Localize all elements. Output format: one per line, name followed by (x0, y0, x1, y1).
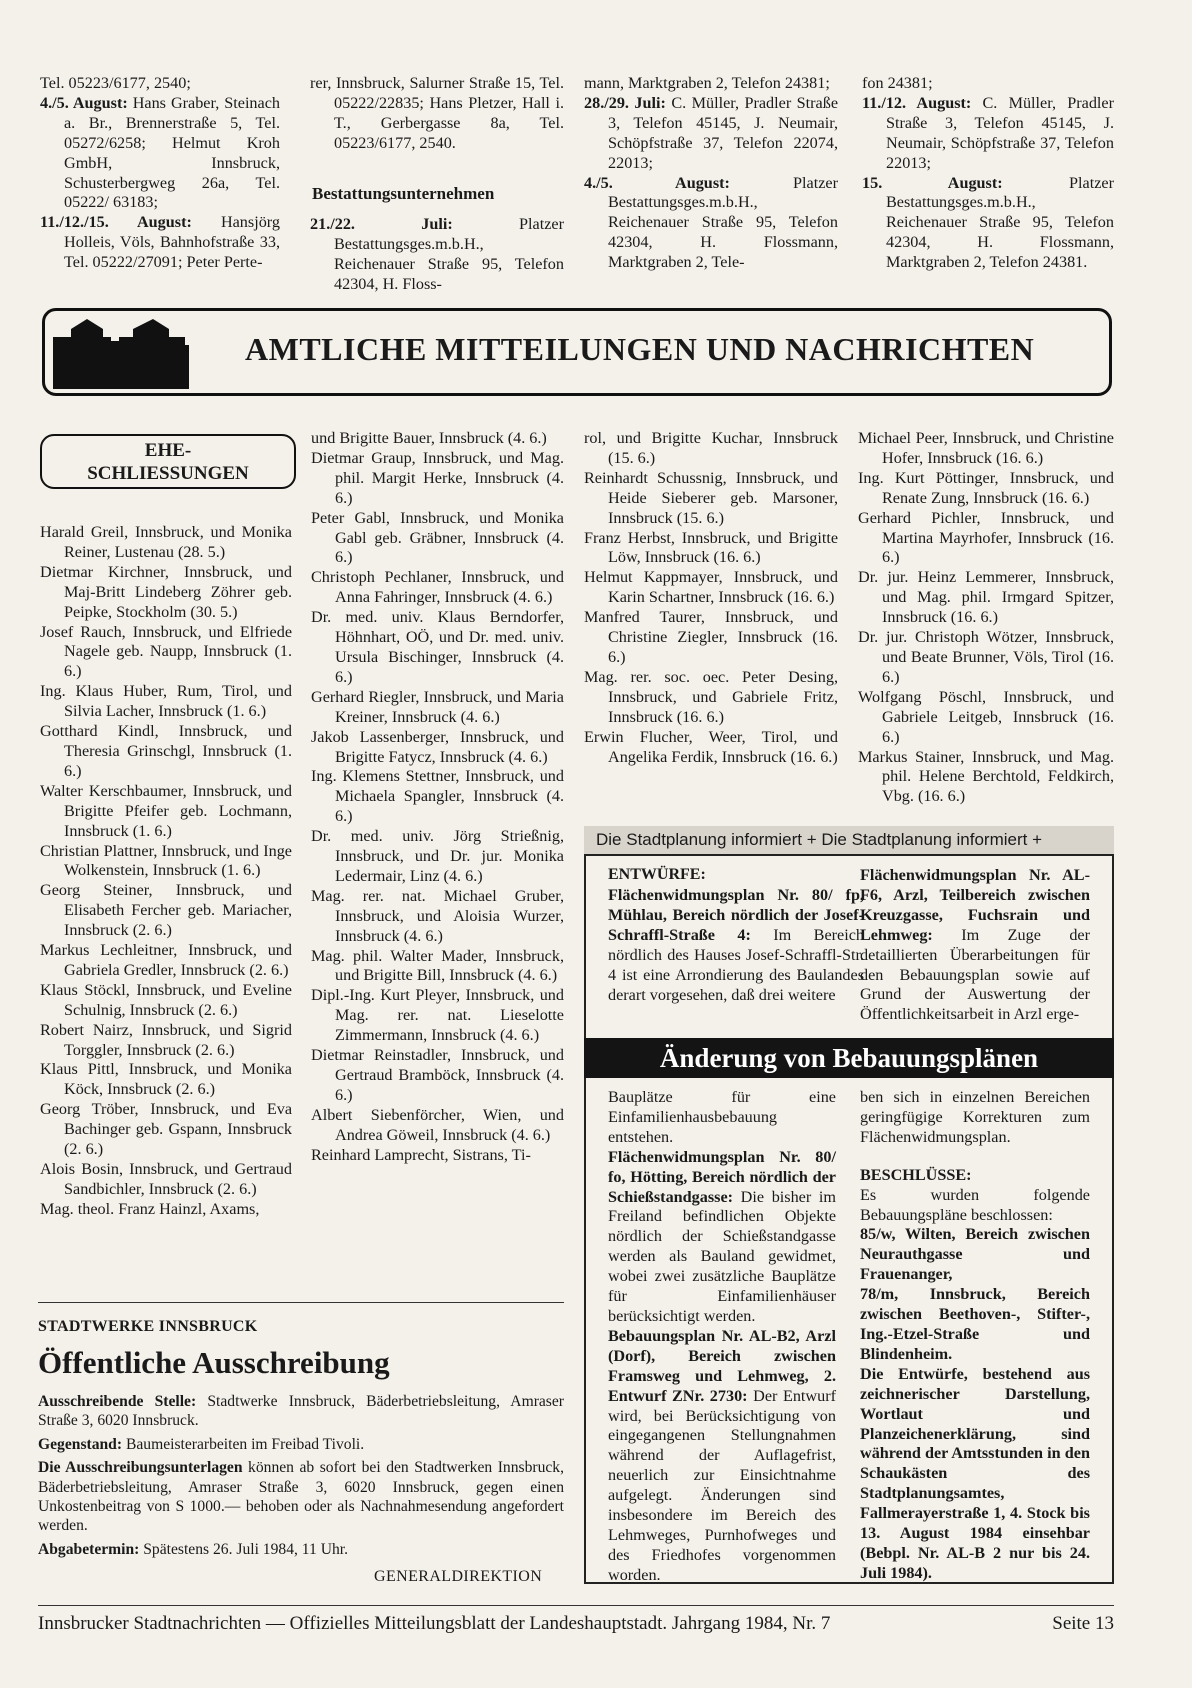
lead-in: 11./12./15. August: (40, 213, 192, 232)
marriage-entry: Ing. Kurt Pöttinger, Innsbruck, und Renate Zung, Innsbruck (16. 6.) (858, 468, 1114, 507)
marriage-entry: Gerhard Riegler, Innsbruck, und Maria Kreiner, Innsbruck (4. 6.) (311, 687, 564, 726)
marriage-entry: Jakob Lassenberger, Innsbruck, und Brigitte Fatycz, Innsbruck (4. 6.) (311, 727, 564, 766)
lead-in: Flächenwidmungsplan Nr. AL-F6, Arzl, Teilbereich zwischen Kreuzgasse, Fuchsrain und Lehmweg: (860, 866, 1090, 944)
marriage-entry: Dietmar Reinstadler, Innsbruck, und Gertraud Bramböck, Innsbruck (4. 6.) (311, 1046, 564, 1104)
marriage-entry: Dr. jur. Heinz Lemmerer, Innsbruck, und Mag. phil. Irmgard Spitzer, Innsbruck (16. 6.) (858, 568, 1114, 627)
beschluesse-intro: Es wurden folgende Bebauungspläne beschlossen: (860, 1185, 1090, 1224)
stadtwerke-title: Öffentliche Ausschreibung (38, 1345, 390, 1380)
paragraph (38, 1458, 564, 1536)
top-col-2 (310, 74, 564, 154)
paragraph-text: Platzer Bestattungsges.m.b.H., Reichenauer Straße 95, Telefon 42304, H. Flossmann, Marktgraben 2, Telefon 24381. (886, 173, 1114, 272)
paragraph (584, 94, 838, 174)
marriage-entry: Klaus Pittl, Innsbruck, und Monika Köck, Innsbruck (2. 6.) (40, 1060, 292, 1099)
marriage-entry: Harald Greil, Innsbruck, und Monika Reiner, Lustenau (28. 5.) (40, 523, 292, 561)
stadtwerke-top-rule (38, 1302, 564, 1303)
ehe-title-2: SCHLIESSUNGEN (87, 463, 249, 484)
paragraph (584, 74, 838, 94)
paragraph (608, 1327, 836, 1586)
marriage-entry: und Brigitte Bauer, Innsbruck (4. 6.) (311, 429, 547, 447)
lead-in: 28./29. Juli: (584, 93, 666, 112)
banner-title: AMTLICHE MITTEILUNGEN UND NACHRICHTEN (245, 331, 1035, 367)
lead-in: Flächenwidmungsplan Nr. 80/ fo, Hötting, Bereich nördlich der Schießstandgasse: (608, 1147, 836, 1206)
aenderung-title: Änderung von Bebauungsplänen (584, 1038, 1114, 1078)
ehe-col-3 (584, 429, 838, 767)
top-col-3 (584, 74, 838, 273)
lead-in: Ausschreibende Stelle: (38, 1393, 197, 1410)
decision-entry: 85/w, Wilten, Bereich zwischen Neurauthgasse und Frauenanger, (860, 1225, 1090, 1284)
lead-in: 4./5. August: (584, 173, 730, 192)
marriage-entry: Markus Stainer, Innsbruck, und Mag. phil. Helene Berchtold, Feldkirch, Vbg. (16. 6.) (858, 747, 1114, 806)
marriage-entry: Michael Peer, Innsbruck, und Christine Hofer, Innsbruck (16. 6.) (858, 429, 1114, 467)
marriage-entry: Mag. rer. nat. Michael Gruber, Innsbruck, und Aloisia Wurzer, Innsbruck (4. 6.) (311, 886, 564, 945)
marriage-entry: Ing. Klaus Huber, Rum, Tirol, und Silvia Lacher, Innsbruck (1. 6.) (40, 682, 292, 721)
marriage-entry: Georg Steiner, Innsbruck, und Elisabeth Fercher geb. Mariacher, Innsbruck (2. 6.) (40, 881, 292, 940)
stadtwerke-kicker: STADTWERKE INNSBRUCK (38, 1318, 258, 1335)
paragraph-text: rer, Innsbruck, Salurner Straße 15, Tel. 05222/22835; Hans Pletzer, Hall i. T., Gerbergasse 8a, Tel. 05223/6177, 2540. (310, 74, 564, 152)
paragraph (862, 74, 1114, 94)
paragraph-text: Spätestens 26. Juli 1984, 11 Uhr. (139, 1540, 348, 1558)
marriage-entry: Georg Tröber, Innsbruck, und Eva Bachinger geb. Gspann, Innsbruck (2. 6.) (40, 1100, 292, 1159)
marriage-entry: rol, und Brigitte Kuchar, Innsbruck (15. 6.) (584, 429, 838, 467)
paragraph (608, 1088, 836, 1148)
paragraph-text: Stadtwerke Innsbruck, Bäderbetriebsleitung, Amraser Straße 3, 6020 Innsbruck. (38, 1393, 564, 1430)
stadtplanung-bottom-left (608, 1088, 836, 1586)
lead-in: Die Ausschreibungsunterlagen (38, 1459, 243, 1477)
decision-entry: 78/m, Innsbruck, Bereich zwischen Beethoven-, Stifter-, Ing.-Etzel-Straße und Blindenheim. (860, 1285, 1090, 1363)
decision-entry: Die Entwürfe, bestehend aus zeichnerischer Darstellung, Wortlaut und Planzeichenerklärung, sind während der Amtsstunden in den Schaukästen des Stadtplanungsamtes, Fallmerayerstraße 1, 4. Stock bis 13. August 1984 einsehbar (Bebpl. Nr. AL-B 2 nur bis 24. Juli 1984). (860, 1364, 1090, 1582)
paragraph (38, 1540, 564, 1559)
paragraph-text: mann, Marktgraben 2, Telefon 24381; (584, 74, 830, 92)
marriage-entry: Dr. jur. Christoph Wötzer, Innsbruck, und Beate Brunner, Völs, Tirol (16. 6.) (858, 628, 1114, 686)
lead-in: Bebauungsplan Nr. AL-B2, Arzl (Dorf), Bereich zwischen Framsweg und Lehmweg, 2. Entwurf ZNr. 2730: (608, 1326, 836, 1405)
page-number: Seite 13 (1052, 1613, 1114, 1634)
marriage-entry: Dipl.-Ing. Kurt Pleyer, Innsbruck, und Mag. rer. nat. Lieselotte Zimmermann, Innsbruck (4. 6.) (311, 986, 564, 1045)
marriage-entry: Alois Bosin, Innsbruck, und Gertraud Sandbichler, Innsbruck (2. 6.) (40, 1160, 292, 1198)
paragraph-text: Der Entwurf wird, bei Berücksichtigung von eingegangenen Stellungnahmen während der Auflagefrist, neuerlich zur Einsichtnahme aufgelegt. Änderungen sind insbesondere im Bereich des Lehmweges, Purnhofweges und des Friedhofes vorgenommen worden. (608, 1386, 836, 1584)
paragraph (40, 94, 280, 213)
marriage-entry: Dr. med. univ. Klaus Berndorfer, Höhnhart, OÖ, und Dr. med. univ. Ursula Bischinger, Innsbruck (4. 6.) (311, 608, 564, 686)
top-col-1 (40, 74, 280, 273)
paragraph-text: Im Bereich nördlich des Hauses Josef-Schraffl-Str. 4 ist eine Arrondierung des Baulandes derart vorgesehen, daß drei weitere (608, 925, 864, 1004)
marriage-entry: Peter Gabl, Innsbruck, und Monika Gabl geb. Gräbner, Innsbruck (4. 6.) (311, 508, 564, 567)
paragraph (40, 213, 280, 273)
lead-in: 4./5. August: (40, 93, 128, 112)
stadtplanung-header: Die Stadtplanung informiert + Die Stadtplanung informiert + (584, 826, 1114, 856)
stadtplanung-top-right (860, 866, 1090, 1025)
marriage-entry: Robert Nairz, Innsbruck, und Sigrid Torggler, Innsbruck (2. 6.) (40, 1020, 292, 1059)
marriage-entry: Ing. Klemens Stettner, Innsbruck, und Michaela Spangler, Innsbruck (4. 6.) (311, 767, 564, 826)
entwuerfe-heading: ENTWÜRFE: (608, 866, 706, 883)
bottom-right-intro: ben sich in einzelnen Bereichen geringfügige Korrekturen zum Flächenwidmungsplan. (860, 1088, 1090, 1146)
ehe-col-4 (858, 429, 1114, 807)
paragraph (862, 94, 1114, 174)
marriage-entry: Mag. phil. Walter Mader, Innsbruck, und Brigitte Bill, Innsbruck (4. 6.) (311, 946, 564, 985)
marriage-entry: Gerhard Pichler, Innsbruck, und Martina Mayrhofer, Innsbruck (16. 6.) (858, 508, 1114, 567)
paragraph (860, 866, 1090, 1025)
stadtplanung-top-left (608, 886, 864, 1005)
ehe-heading-box (40, 434, 296, 489)
marriage-entry: Christoph Pechlaner, Innsbruck, und Anna Fahringer, Innsbruck (4. 6.) (311, 568, 564, 607)
lead-in: 15. August: (862, 173, 1003, 192)
footer-publication: Innsbrucker Stadtnachrichten — Offizielles Mitteilungsblatt der Landeshauptstadt. Jahrgang 1984, Nr. 7 (38, 1613, 831, 1634)
paragraph (38, 1435, 564, 1454)
marriage-entry: Walter Kerschbaumer, Innsbruck, und Brigitte Pfeifer geb. Lochmann, Innsbruck (1. 6.) (40, 781, 292, 840)
paragraph-text: Platzer Bestattungsges.m.b.H., Reichenauer Straße 95, Telefon 42304, H. Floss- (334, 215, 564, 293)
paragraph-text: Hans Graber, Steinach a. Br., Brennerstraße 5, Tel. 05272/6258; Helmut Kroh GmbH, Innsbruck, Schusterbergweg 26a, Tel. 05222/ 63183; (64, 93, 280, 212)
marriage-entry: Dietmar Graup, Innsbruck, und Mag. phil. Margit Herke, Innsbruck (4. 6.) (311, 448, 564, 507)
marriage-entry: Franz Herbst, Innsbruck, und Brigitte Löw, Innsbruck (16. 6.) (584, 528, 838, 567)
paragraph (40, 74, 280, 94)
paragraph (38, 1392, 564, 1431)
footer-rule (38, 1605, 1114, 1606)
paragraph-text: Bauplätze für eine Einfamilienhausbebauung entstehen. (608, 1088, 836, 1146)
marriage-entry: Christian Plattner, Innsbruck, und Inge Wolkenstein, Innsbruck (1. 6.) (40, 841, 292, 880)
marriage-entry: Dietmar Kirchner, Innsbruck, und Maj-Britt Lindeberg Zöhrer geb. Peipke, Stockholm (30. 5.) (40, 562, 292, 621)
ehe-col-1 (40, 523, 292, 1220)
city-towers-icon (53, 313, 213, 389)
paragraph-text: C. Müller, Pradler Straße 3, Telefon 45145, J. Neumair, Schöpfstraße 37, Telefon 22013; (886, 93, 1114, 172)
ehe-col-2 (311, 429, 564, 1166)
paragraph-text: Hansjörg Holleis, Völs, Bahnhofstraße 33, Tel. 05222/27091; Peter Perte- (64, 213, 280, 272)
marriage-entry: Mag. theol. Franz Hainzl, Axams, (40, 1199, 260, 1218)
marriage-entry: Josef Rauch, Innsbruck, und Elfriede Nagele geb. Naupp, Innsbruck (1. 6.) (40, 622, 292, 681)
paragraph (862, 174, 1114, 274)
beschluesse-list (860, 1225, 1090, 1583)
paragraph (608, 1148, 836, 1327)
paragraph-text: C. Müller, Pradler Straße 3, Telefon 45145, J. Neumair, Schöpfstraße 37, Telefon 22074, 22013; (608, 93, 839, 172)
marriage-entry: Markus Lechleitner, Innsbruck, und Gabriela Gredler, Innsbruck (2. 6.) (40, 941, 292, 979)
paragraph-text: Im Zuge der detaillierten Überarbeitungen für den Bebauungsplan sowie auf Grund der Auswertung der Öffentlichkeitsarbeit in Arzl erge- (860, 925, 1090, 1024)
marriage-entry: Wolfgang Pöschl, Innsbruck, und Gabriele Leitgeb, Innsbruck (16. 6.) (858, 687, 1114, 746)
beschluesse-heading: BESCHLÜSSE: (860, 1165, 972, 1184)
marriage-entry: Reinhardt Schussnig, Innsbruck, und Heide Sieberer geb. Marsoner, Innsbruck (15. 6.) (584, 468, 838, 527)
paragraph-text: Baumeisterarbeiten im Freibad Tivoli. (122, 1435, 365, 1453)
lead-in: Abgabetermin: (38, 1540, 140, 1558)
lead-in: 21./22. Juli: (310, 215, 453, 233)
lead-in: 11./12. August: (862, 93, 972, 112)
marriage-entry: Manfred Taurer, Innsbruck, und Christine Ziegler, Innsbruck (16. 6.) (584, 608, 838, 666)
marriage-entry: Erwin Flucher, Weer, Tirol, und Angelika Ferdik, Innsbruck (16. 6.) (584, 727, 838, 766)
marriage-entry: Helmut Kappmayer, Innsbruck, und Karin Schartner, Innsbruck (16. 6.) (584, 568, 838, 607)
stadtplanung-bottom-right (860, 1088, 1090, 1584)
marriage-entry: Albert Siebenförcher, Wien, und Andrea Göweil, Innsbruck (4. 6.) (311, 1105, 564, 1144)
marriage-entry: Gotthard Kindl, Innsbruck, und Theresia Grinschgl, Innsbruck (1. 6.) (40, 722, 292, 780)
top-col-2b (310, 215, 564, 295)
paragraph-text: fon 24381; (862, 74, 933, 92)
lead-in: Flächenwidmungsplan Nr. 80/ fp, Mühlau, Bereich nördlich der Josef-Schraffl-Straße 4: (608, 886, 864, 944)
paragraph (584, 174, 838, 274)
paragraph-text: Platzer Bestattungsges.m.b.H., Reichenauer Straße 95, Telefon 42304, H. Flossmann, Marktgraben 2, Tele- (608, 173, 838, 272)
paragraph-text: können ab sofort bei den Stadtwerken Innsbruck, Bäderbetriebsleitung, Amraser Straße 3, 6020 Innsbruck, gegen einen Unkostenbeitrag von S 1000.— behoben oder als Nachnahmesendung angefordert werden. (38, 1459, 564, 1535)
paragraph (608, 886, 864, 1005)
ehe-title-1: EHE- (144, 440, 192, 461)
paragraph-text: Die bisher im Freiland befindlichen Objekte nördlich der Schießstandgasse werden als Bauland gewidmet, wobei zwei zusätzliche Bauplätze für Einfamilienhäuser berücksichtigt werden. (608, 1187, 836, 1325)
marriage-entry: Reinhard Lamprecht, Sistrans, Ti- (311, 1145, 531, 1164)
marriage-entry: Dr. med. univ. Jörg Strießnig, Innsbruck, und Dr. jur. Monika Ledermair, Linz (4. 6.) (311, 827, 564, 885)
paragraph (310, 215, 564, 295)
paragraph-text: Tel. 05223/6177, 2540; (40, 74, 191, 92)
top-col-4 (862, 74, 1114, 273)
stadtwerke-body (38, 1392, 564, 1559)
paragraph (310, 74, 564, 154)
marriage-entry: Klaus Stöckl, Innsbruck, und Eveline Schulnig, Innsbruck (2. 6.) (40, 980, 292, 1019)
bestattung-heading: Bestattungsunternehmen (312, 184, 495, 203)
footer (38, 1613, 1114, 1635)
stadtwerke-signature: GENERALDIREKTION (374, 1568, 543, 1585)
lead-in: Gegenstand: (38, 1435, 123, 1453)
section-banner (42, 308, 1112, 396)
marriage-entry: Mag. rer. soc. oec. Peter Desing, Innsbruck, und Gabriele Fritz, Innsbruck (16. 6.) (584, 667, 838, 726)
